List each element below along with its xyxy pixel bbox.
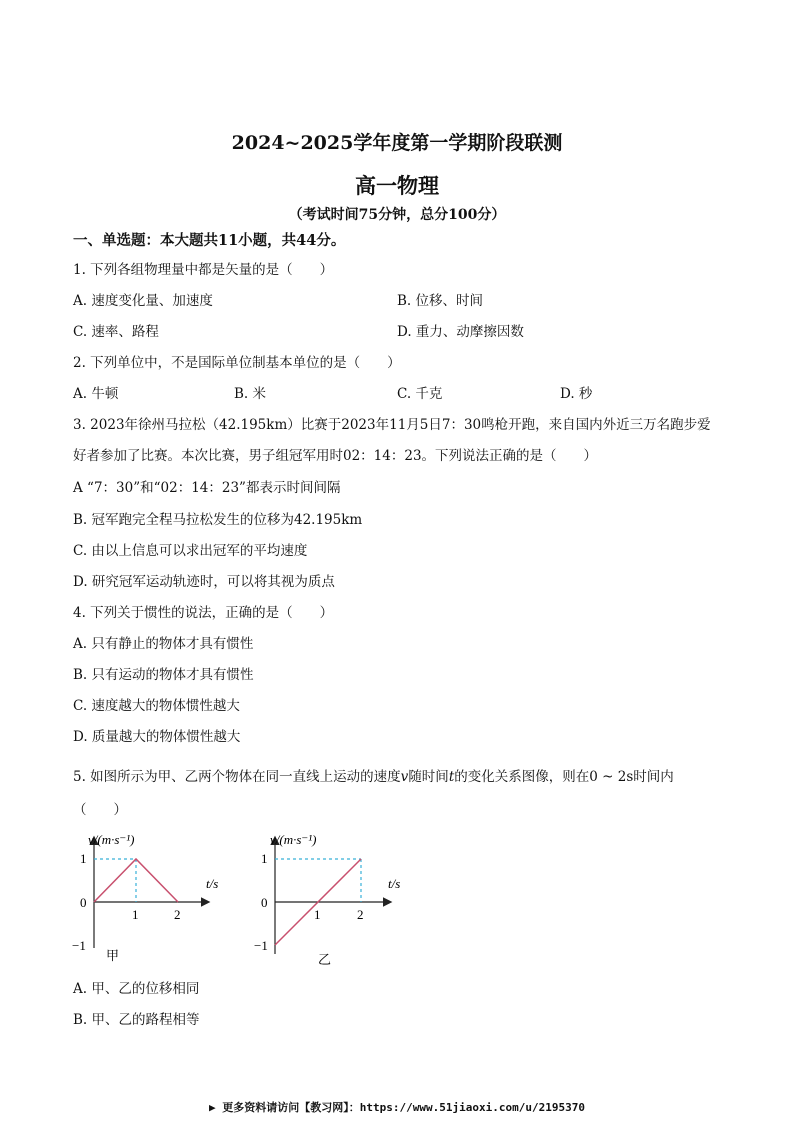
footer-link[interactable]: ▶ 更多资料请访问【教习网】：https://www.51jiaoxi.com/u/2195370 — [209, 1101, 585, 1114]
q5-option-b: B. 甲、乙的路程相等 — [73, 1012, 200, 1028]
q1-option-a: A. 速度变化量、加速度 — [73, 293, 213, 309]
tick-x-2: 2 — [174, 907, 181, 922]
tick-y-0: 0 — [80, 895, 87, 910]
q5-stem-part2: 随时间 — [408, 769, 449, 785]
y-axis-label: v/(m·s⁻¹) — [88, 832, 135, 847]
tick-y-neg1: −1 — [72, 938, 86, 953]
q3-option-a: A “7：30”和“02：14：23”都表示时间间隔 — [73, 480, 341, 496]
q1-option-c: C. 速率、路程 — [73, 324, 159, 340]
x-axis-label: t/s — [206, 876, 219, 891]
q3-option-b: B. 冠军跑完全程马拉松发生的位移为42.195km — [73, 512, 363, 528]
exam-title: 2024~2025学年度第一学期阶段联测 — [231, 132, 563, 154]
section-heading: 一、单选题：本大题共11小题，共44分。 — [73, 232, 346, 249]
q4-stem: 4. 下列关于惯性的说法，正确的是（ ） — [73, 605, 334, 621]
x-axis-label: t/s — [388, 876, 401, 891]
q2-option-d: D. 秒 — [560, 386, 593, 402]
q1-option-b: B. 位移、时间 — [397, 293, 484, 309]
graph-yi — [256, 826, 426, 971]
q4-option-a: A. 只有静止的物体才具有惯性 — [73, 636, 254, 652]
graph-caption-yi: 乙 — [318, 952, 332, 967]
q5-stem-part4: 时间内 — [633, 769, 674, 785]
tick-x-1: 1 — [132, 907, 139, 922]
q3-stem-line1: 3. 2023年徐州马拉松（42.195km）比赛于2023年11月5日7：30鸣枪开跑，来自国内外近三万名跑步爱 — [73, 417, 711, 433]
tick-y-neg1: −1 — [254, 938, 268, 953]
q1-stem: 1. 下列各组物理量中都是矢量的是（ ） — [73, 262, 334, 278]
q2-option-b: B. 米 — [234, 386, 267, 402]
tick-x-1: 1 — [314, 907, 321, 922]
tick-y-1: 1 — [261, 851, 268, 866]
q4-option-b: B. 只有运动的物体才具有惯性 — [73, 667, 254, 683]
exam-info: （考试时间75分钟，总分100分） — [288, 207, 506, 223]
q1-option-d: D. 重力、动摩擦因数 — [397, 324, 524, 340]
q5-interval: 0 ~ 2s — [589, 769, 634, 785]
graph-jia — [70, 826, 240, 971]
graph-caption-jia: 甲 — [106, 948, 120, 963]
tick-y-1: 1 — [80, 851, 87, 866]
q3-option-d: D. 研究冠军运动轨迹时，可以将其视为质点 — [73, 574, 335, 590]
q2-option-c: C. 千克 — [397, 386, 443, 402]
q5-stem-part1: 5. 如图所示为甲、乙两个物体在同一直线上运动的速度 — [73, 769, 401, 785]
q3-stem-line2: 好者参加了比赛。本次比赛，男子组冠军用时02：14：23。下列说法正确的是（ ） — [73, 448, 598, 464]
q5-option-a: A. 甲、乙的位移相同 — [73, 981, 200, 997]
q4-option-d: D. 质量越大的物体惯性越大 — [73, 729, 241, 745]
y-axis-label: v/(m·s⁻¹) — [270, 832, 317, 847]
q2-stem: 2. 下列单位中，不是国际单位制基本单位的是（ ） — [73, 355, 401, 371]
tick-x-2: 2 — [357, 907, 364, 922]
q3-option-c: C. 由以上信息可以求出冠军的平均速度 — [73, 543, 308, 559]
q5-var-t: t — [448, 769, 455, 785]
q5-paren: （ ） — [73, 802, 127, 818]
q5-var-v: v — [400, 769, 409, 785]
q4-option-c: C. 速度越大的物体惯性越大 — [73, 698, 240, 714]
subject-title: 高一物理 — [355, 173, 439, 198]
q2-option-a: A. 牛顿 — [73, 386, 119, 402]
q5-stem — [73, 765, 674, 785]
tick-y-0: 0 — [261, 895, 268, 910]
q5-stem-part3: 的变化关系图像，则在 — [454, 769, 590, 785]
